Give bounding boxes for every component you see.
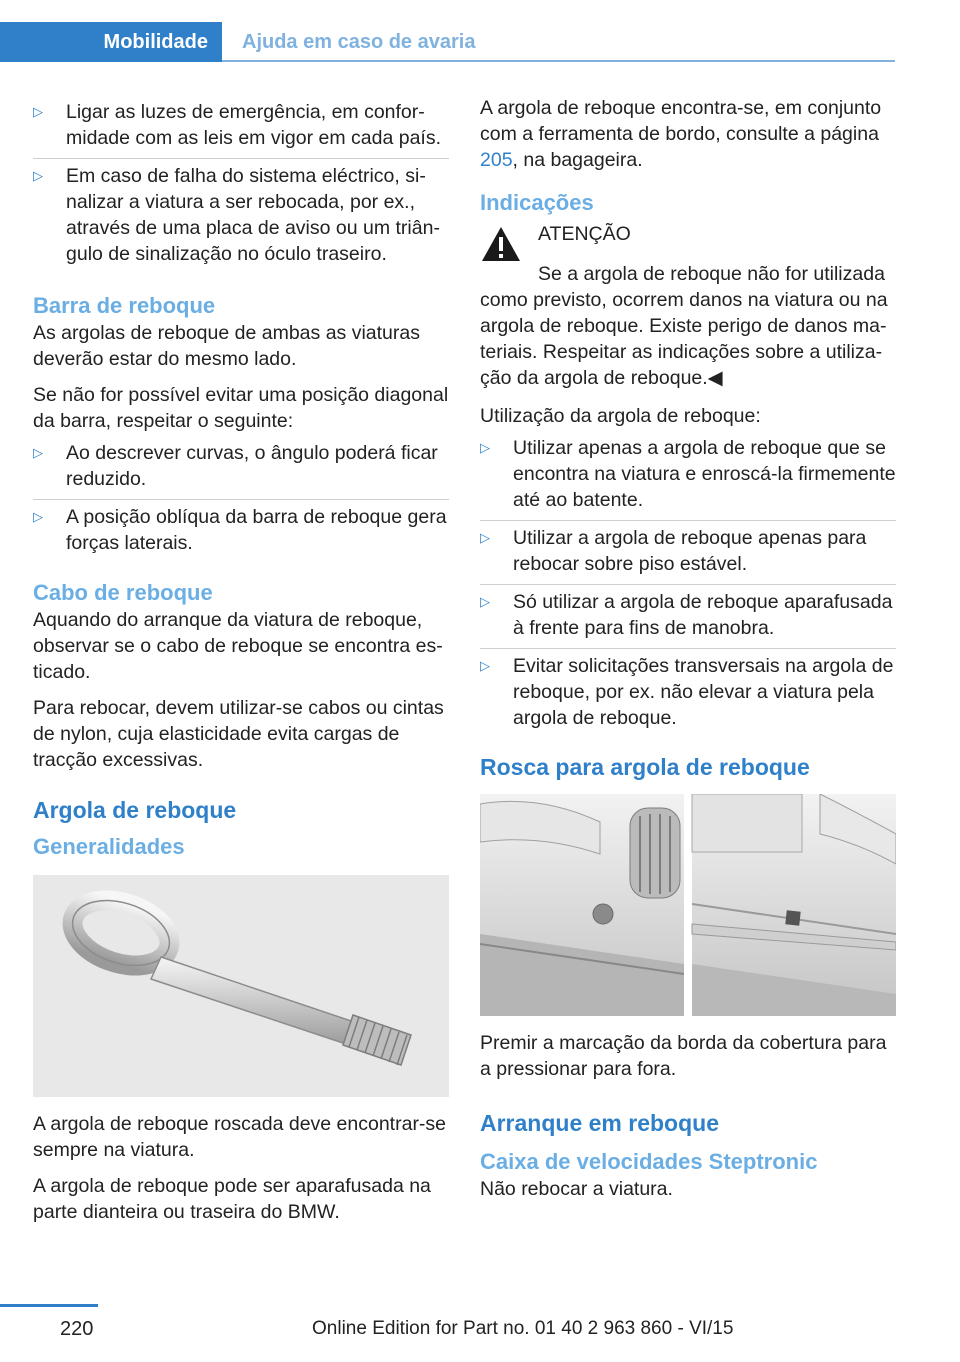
caixa-paragraph: Não rebocar a viatura. (480, 1178, 673, 1200)
bullet-triangle-icon: ▷ (33, 509, 43, 524)
emergency-bullet-list (33, 95, 449, 274)
bullet-triangle-icon: ▷ (33, 168, 43, 183)
generalidades-heading: Generalidades (33, 834, 185, 859)
argola-paragraph-1: A argola de reboque roscada deve encontrar-se sempre na viatura. (33, 1113, 447, 1161)
warning-block (480, 221, 896, 391)
list-item: ▷ Evitar solicitações transversais na argola de reboque, por ex. não elevar a viatura pela argola de reboque. (480, 655, 894, 729)
barra-paragraph-2: Se não for possível evitar uma posição diagonal da barra, respeitar o seguinte: (33, 384, 449, 432)
list-item: ▷ Ligar as luzes de emergência, em conformidade com as leis em vigor em cada país. (33, 95, 449, 159)
footer-rule (0, 1304, 98, 1307)
cabo-paragraph-2: Para rebocar, devem utilizar-se cabos ou cintas de nylon, cuja elasticidade evita cargas de tracção excessivas. (33, 697, 444, 771)
barra-heading: Barra de reboque (33, 293, 216, 318)
warning-triangle-icon (480, 225, 522, 263)
bumper-illustration (480, 794, 896, 1016)
list-item: ▷ A posição oblíqua da barra de reboque gera forças laterais. (33, 506, 447, 554)
page-number: 220 (60, 1318, 94, 1340)
warning-text: Se a argola de reboque não for utilizada como previsto, ocorrem danos na viatura ou na argola de reboque. Existe perigo de danos materiais. Respeitar as indicações sobre a utilização da argola de reboque.◀ (480, 263, 888, 389)
utilizacao-label: Utilização da argola de reboque: (480, 405, 761, 427)
list-item: ▷ Em caso de falha do sistema eléctrico, sinalizar a viatura a ser rebocada, por ex., através de uma placa de aviso ou um triângulo de sinalização no óculo traseiro. (33, 165, 440, 265)
list-item: ▷ Utilizar a argola de reboque apenas para rebocar sobre piso estável. (480, 521, 896, 585)
edition-note: Online Edition for Part no. 01 40 2 963 860 - VI/15 (312, 1318, 734, 1339)
list-item: ▷ Só utilizar a argola de reboque aparafusada à frente para fins de manobra. (480, 585, 896, 649)
arranque-heading: Arranque em reboque (480, 1110, 719, 1136)
bullet-triangle-icon: ▷ (480, 658, 490, 673)
tow-hook-icon (33, 875, 449, 1097)
argola-heading: Argola de reboque (33, 797, 237, 823)
list-item: ▷ Ao descrever curvas, o ângulo poderá ficar reduzido. (33, 436, 449, 500)
header-section-tab[interactable]: Mobilidade (0, 22, 222, 62)
page-link[interactable]: 205 (480, 149, 513, 171)
left-column (33, 95, 449, 1235)
utilizacao-bullet-list (480, 431, 896, 738)
caixa-heading: Caixa de velocidades Steptronic (480, 1149, 818, 1174)
barra-paragraph-1: As argolas de reboque de ambas as viaturas deverão estar do mesmo lado. (33, 322, 420, 370)
bumper-photos (480, 794, 896, 1016)
bullet-triangle-icon: ▷ (480, 594, 490, 609)
page-header (0, 0, 895, 62)
rosca-heading: Rosca para argola de reboque (480, 754, 810, 780)
bullet-triangle-icon: ▷ (33, 104, 43, 119)
warning-title: ATENÇÃO (538, 223, 631, 245)
argola-paragraph-2: A argola de reboque pode ser aparafusada na parte dianteira ou traseira do BMW. (33, 1175, 431, 1223)
barra-bullet-list (33, 436, 449, 563)
right-column (480, 95, 896, 1212)
indicacoes-heading: Indicações (480, 190, 594, 215)
list-item: ▷ Utilizar apenas a argola de reboque que se encontra na viatura e enroscá-la firmemente até ao batente. (480, 431, 896, 521)
tow-hook-illustration (33, 875, 449, 1097)
rosca-paragraph: Premir a marcação da borda da cobertura para a pressionar para fora. (480, 1032, 887, 1080)
bullet-triangle-icon: ▷ (480, 440, 490, 455)
header-rule (222, 60, 895, 62)
bullet-triangle-icon: ▷ (33, 445, 43, 460)
cabo-heading: Cabo de reboque (33, 580, 213, 605)
intro-paragraph: A argola de reboque encontra-se, em conjunto com a ferramenta de bordo, consulte a página 205, na bagageira. (480, 97, 882, 171)
bullet-triangle-icon: ▷ (480, 530, 490, 545)
header-subsection-tab[interactable]: Ajuda em caso de avaria (242, 30, 476, 53)
cabo-paragraph-1: Aquando do arranque da viatura de reboque, observar se o cabo de reboque se encontra esticado. (33, 609, 443, 683)
